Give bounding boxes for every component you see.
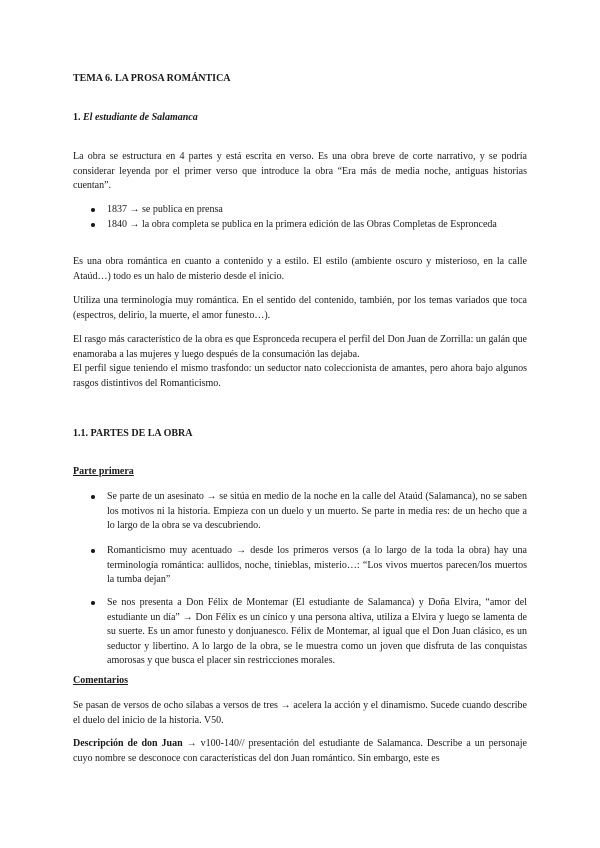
bullet-icon: [91, 208, 95, 212]
comments-heading: Comentarios: [73, 675, 128, 686]
document-title: TEMA 6. LA PROSA ROMÁNTICA: [73, 73, 231, 84]
bullet-icon: [91, 549, 95, 553]
description-text: → v100-140// presentación del estudiante de Salamanca. Describe a un personaje cuyo nombre se desconoce con características del don Juan romántico. Sin embargo, este es: [73, 738, 528, 764]
bullet-icon: [91, 495, 95, 499]
section-heading-1: [73, 111, 527, 126]
description-paragraph: [73, 737, 527, 766]
section-title: El estudiante de Salamanca: [83, 112, 198, 123]
part-one-list: [73, 490, 527, 534]
section-number: 1.: [73, 112, 81, 123]
terminology-paragraph: Utiliza una terminología muy romántica. En el sentido del contenido, también, por los temas variados que toca (espectros, delirio, la muerte, el amor funesto…).: [73, 295, 527, 321]
list-item: Se nos presenta a Don Félix de Montemar (El estudiante de Salamanca) y Doña Elvira, “amor del estudiante un día” → Don Félix es un cínico y una persona altiva, utiliza a Elvira y luego se lamenta de su suerte. Es un amor funesto y donjuanesco. Félix de Montemar, al igual que el Don Juan clásico, es un seductor y libertino. A lo largo de la obra, se le muestra como un joven que disfruta de las conquistas amorosas y que busca el placer sin restricciones morales.: [73, 596, 527, 669]
bullet-icon: [91, 601, 95, 605]
list-item: Se parte de un asesinato → se sitúa en medio de la noche en la calle del Ataúd (Salamanca), no se saben los motivos ni la historia. Empieza con un duelo y un muerto. Se parte in media res: de un hecho que a lo largo de la obra se va descubriendo.: [73, 490, 527, 534]
trait-paragraph-1: El rasgo más característico de la obra es que Espronceda recupera el perfil del Don Juan de Zorrilla: un galán que enamoraba a las mujeres y luego después de la consumación las dejaba.: [73, 334, 527, 360]
list-item: 1837 → se publica en prensa: [73, 203, 527, 218]
section-heading-1-1: 1.1. PARTES DE LA OBRA: [73, 428, 193, 439]
bullet-icon: [91, 223, 95, 227]
part-one-list: [73, 544, 527, 588]
part-one-heading: Parte primera: [73, 466, 134, 477]
list-item: Romanticismo muy acentuado → desde los primeros versos (a lo largo de la toda la obra) hay una terminología romántica: aullidos, noche, tinieblas, misterio…: “Los vivos muertos parecen/los muertos la tumba dejan”: [73, 544, 527, 588]
list-item: 1840 → la obra completa se publica en la primera edición de las Obras Completas de Espronceda: [73, 218, 527, 233]
trait-paragraph-2: El perfil sigue teniendo el mismo trasfondo: un seductor nato coleccionista de amantes, pero ahora bajo algunos rasgos distintivos del Romanticismo.: [73, 363, 527, 389]
intro-paragraph: La obra se estructura en 4 partes y está escrita en verso. Es una obra breve de corte narrativo, y se podría considerar leyenda por el primer verso que introduce la obra “Era más de media noche, antiguas historias cuentan”.: [73, 151, 527, 192]
romantic-paragraph: Es una obra romántica en cuanto a contenido y a estilo. El estilo (ambiente oscuro y misterioso, en la calle Ataúd…) todo es un halo de misterio desde el inicio.: [73, 256, 527, 282]
description-label: Descripción de don Juan: [73, 738, 183, 749]
dates-list: [73, 203, 527, 232]
verses-paragraph: Se pasan de versos de ocho sílabas a versos de tres → acelera la acción y el dinamismo. Sucede cuando describe el duelo del inicio de la historia. V50.: [73, 700, 527, 726]
part-one-list: [73, 596, 527, 669]
